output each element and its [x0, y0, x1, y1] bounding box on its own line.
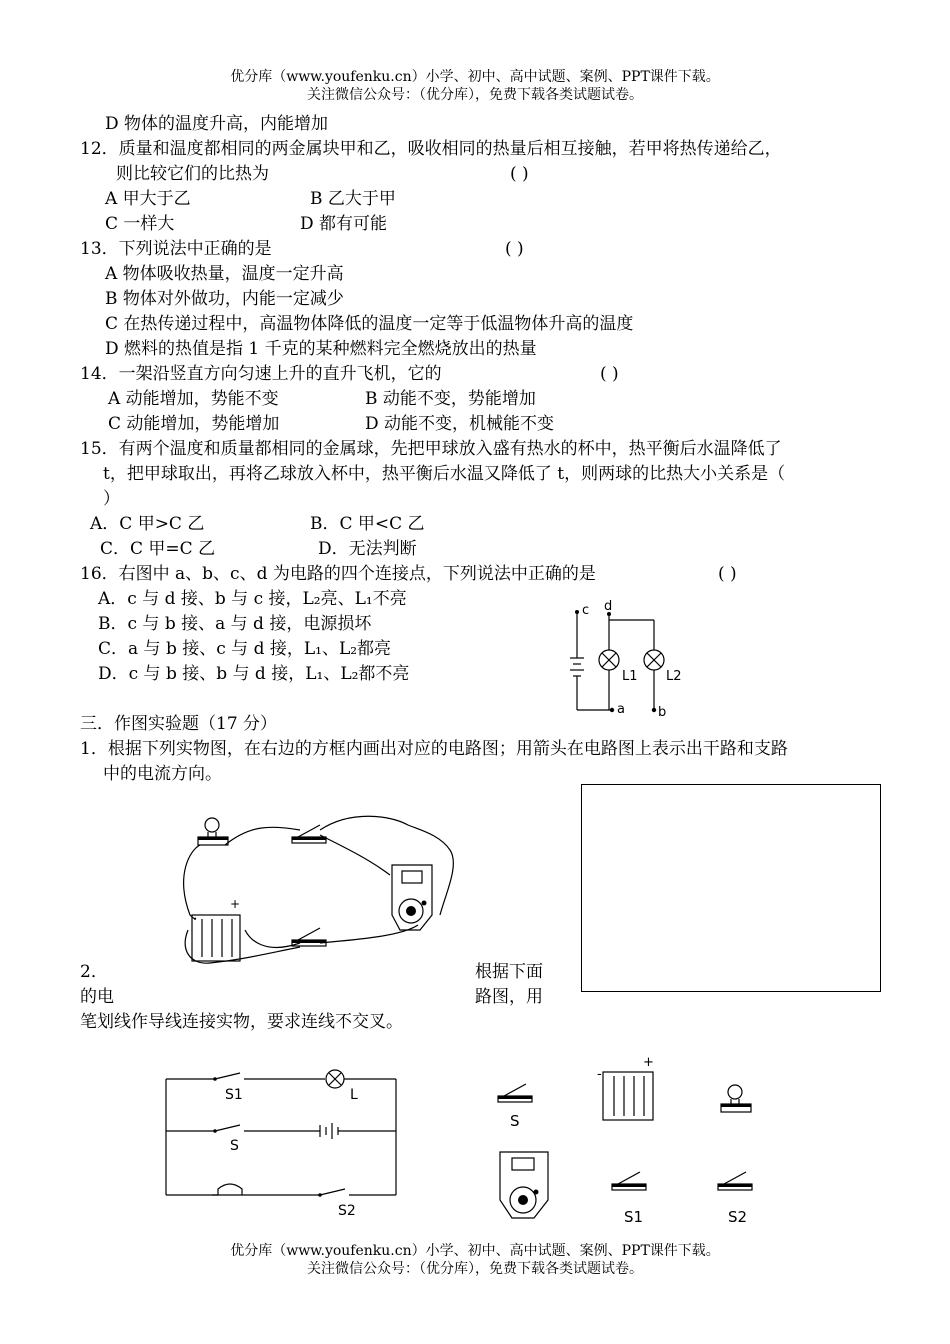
- q2-label-S2: S2: [338, 1203, 356, 1219]
- q13-option-b: B 物体对外做功，内能一定减少: [105, 289, 344, 309]
- q14-option-a: A 动能增加，势能不变: [108, 389, 279, 409]
- label-L1: L1: [622, 669, 638, 684]
- q1-object-circuit: [170, 805, 470, 970]
- q2-label-S: S: [230, 1138, 239, 1154]
- q16-option-d: D．c 与 b 接、b 与 d 接，L₁、L₂都不亮: [98, 664, 410, 684]
- label-c: c: [582, 603, 590, 618]
- q12-option-d: D 都有可能: [300, 214, 388, 234]
- q13-option-d: D 燃料的热值是指 1 千克的某种燃料完全燃烧放出的热量: [105, 339, 537, 359]
- answer-box[interactable]: [581, 784, 881, 992]
- q16-stem: 16．右图中 a、b、c、d 为电路的四个连接点，下列说法中正确的是: [80, 564, 596, 584]
- q1-battery-plus: +: [230, 897, 241, 911]
- q12-option-a: A 甲大于乙: [105, 189, 191, 209]
- section3-q2-number: 2．: [80, 962, 108, 982]
- q12-option-c: C 一样大: [105, 214, 175, 234]
- section3-q1-line1: 1．根据下列实物图，在右边的方框内画出对应的电路图；用箭头在电路图上表示出干路和支路: [80, 739, 788, 759]
- label-b: b: [658, 705, 667, 720]
- section3-q2-line3: 笔划线作导线连接实物，要求连线不交叉。: [80, 1012, 403, 1032]
- q12-stem-line2: 则比较它们的比热为: [116, 164, 269, 184]
- q14-option-c: C 动能增加，势能增加: [108, 414, 280, 434]
- q14-stem: 14．一架沿竖直方向匀速上升的直升飞机，它的: [80, 364, 442, 384]
- q15-stem-line2: t，把甲球取出，再将乙球放入杯中，热平衡后水温又降低了 t，则两球的比热大小关系是（: [103, 464, 786, 484]
- part-battery-plus: +: [643, 1055, 654, 1070]
- q15-option-a: A．C 甲>C 乙: [90, 514, 205, 534]
- q2-label-S1: S1: [225, 1087, 243, 1103]
- footer-line-2: 关注微信公众号：（优分库），免费下载各类试题试卷。: [307, 1261, 643, 1277]
- label-L2: L2: [666, 669, 682, 684]
- part-battery-minus: -: [597, 1067, 602, 1082]
- section3-q2-right-2: 路图，用: [475, 987, 543, 1007]
- q2-components: [490, 1050, 765, 1230]
- section3-q2-right-1: 根据下面: [475, 962, 543, 982]
- q11-option-d: D 物体的温度升高，内能增加: [105, 114, 329, 134]
- q14-answer-paren: ( ): [600, 364, 619, 384]
- q15-option-c: C．C 甲=C 乙: [100, 539, 216, 559]
- q13-option-a: A 物体吸收热量，温度一定升高: [105, 264, 344, 284]
- q14-option-d: D 动能不变，机械能不变: [365, 414, 555, 434]
- section3-title: 三．作图实验题（17 分）: [80, 714, 278, 734]
- q2-circuit-diagram: [160, 1065, 405, 1220]
- q16-circuit-diagram: [560, 600, 700, 725]
- section3-q2-left-2: 的电: [80, 987, 114, 1007]
- header-line-2: 关注微信公众号：（优分库），免费下载各类试题试卷。: [307, 87, 643, 103]
- q16-option-b: B．c 与 b 接、a 与 d 接，电源损坏: [98, 614, 372, 634]
- q16-option-a: A．c 与 d 接、b 与 c 接，L₂亮、L₁不亮: [98, 589, 407, 609]
- q12-answer-paren: ( ): [510, 164, 529, 184]
- q14-option-b: B 动能不变，势能增加: [365, 389, 536, 409]
- q15-stem-line3: ）: [103, 489, 120, 509]
- q12-stem-line1: 12．质量和温度都相同的两金属块甲和乙，吸收相同的热量后相互接触，若甲将热传递给乙，: [80, 139, 782, 159]
- section3-q1-line2: 中的电流方向。: [103, 764, 222, 784]
- q16-option-c: C．a 与 b 接、c 与 d 接，L₁、L₂都亮: [98, 639, 392, 659]
- q13-option-c: C 在热传递过程中，高温物体降低的温度一定等于低温物体升高的温度: [105, 314, 634, 334]
- q13-answer-paren: ( ): [505, 239, 524, 259]
- header-line-1: 优分库（www.youfenku.cn）小学、初中、高中试题、案例、PPT课件下载。: [230, 69, 720, 85]
- q15-option-b: B．C 甲<C 乙: [310, 514, 425, 534]
- q13-stem: 13．下列说法中正确的是: [80, 239, 272, 259]
- part-label-S: S: [510, 1112, 520, 1130]
- footer-line-1: 优分库（www.youfenku.cn）小学、初中、高中试题、案例、PPT课件下载。: [230, 1243, 720, 1259]
- q2-label-L: L: [350, 1087, 358, 1103]
- q15-stem-line1: 15．有两个温度和质量都相同的金属球，先把甲球放入盛有热水的杯中，热平衡后水温降低了: [80, 439, 782, 459]
- part-label-S1: S1: [624, 1208, 644, 1226]
- q12-option-b: B 乙大于甲: [310, 189, 396, 209]
- label-d: d: [604, 599, 613, 614]
- part-label-S2: S2: [728, 1208, 748, 1226]
- q15-option-d: D．无法判断: [318, 539, 417, 559]
- label-a: a: [617, 702, 625, 717]
- q16-answer-paren: ( ): [718, 564, 737, 584]
